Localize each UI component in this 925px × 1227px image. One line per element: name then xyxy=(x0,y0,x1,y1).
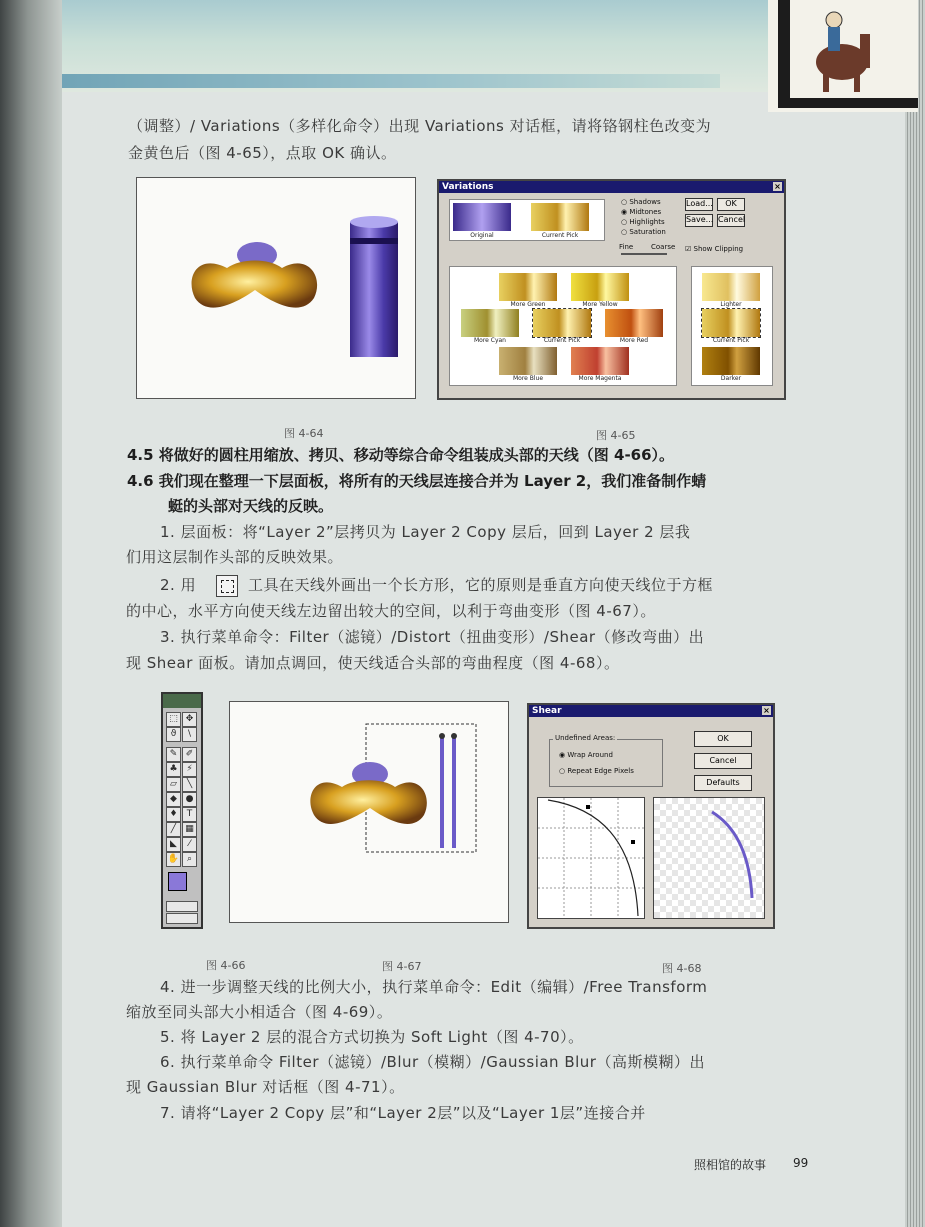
lighter-label: Lighter xyxy=(720,301,742,308)
screen-mode-icon[interactable] xyxy=(166,913,198,924)
step-6-line: 6. 执行菜单命令 Filter（滤镜）/Blur（模糊）/Gaussian Blur（高斯模糊）出 xyxy=(160,1053,705,1071)
mascot-icon xyxy=(768,0,918,112)
line-tool-icon[interactable]: ╲ xyxy=(182,777,197,792)
step-3-line: 现 Shear 面板。请加点调回，使天线适合头部的弯曲程度（图 4-68）。 xyxy=(126,654,620,672)
original-thumbnail[interactable] xyxy=(453,203,511,231)
hand-tool-icon[interactable]: ✋ xyxy=(166,852,181,867)
more-magenta-label: More Magenta xyxy=(578,375,622,382)
blur-tool-icon[interactable]: ◆ xyxy=(166,792,181,807)
section-4-6-heading: 4.6 我们现在整理一下层面板，将所有的天线层连接合并为 Layer 2，我们准备制作蜻 xyxy=(127,472,707,490)
step-1-line: 们用这层制作头部的反映效果。 xyxy=(126,548,344,566)
corner-bar-horizontal xyxy=(778,98,918,108)
step-4-line: 4. 进一步调整天线的比例大小，执行菜单命令：Edit（编辑）/Free Transform xyxy=(160,978,708,996)
more-cyan-thumbnail[interactable] xyxy=(461,309,519,337)
dodge-tool-icon[interactable]: ● xyxy=(182,792,197,807)
preview-antenna xyxy=(654,798,764,918)
shear-preview xyxy=(653,797,765,919)
foreground-color-swatch[interactable] xyxy=(168,872,187,891)
step-2-line: 2. 用 xyxy=(160,576,197,594)
antenna-selection-image xyxy=(230,702,508,922)
caption-fig-4-68: 图 4-68 xyxy=(662,962,702,975)
zoom-tool-icon[interactable]: ⌕ xyxy=(182,852,197,867)
lightness-current-label: Current Pick xyxy=(712,337,750,344)
lightness-current-thumbnail[interactable] xyxy=(702,309,760,337)
shear-curve xyxy=(538,798,644,918)
fine-label: Fine xyxy=(619,243,634,251)
paragraph-line: （调整）/ Variations（多样化命令）出现 Variations 对话框，请将铬钢柱色改变为 xyxy=(128,117,712,135)
shear-ok-button[interactable]: OK xyxy=(694,731,752,747)
current-pick-center-label: Current Pick xyxy=(543,337,581,344)
caption-fig-4-64: 图 4-64 xyxy=(284,427,324,440)
more-blue-thumbnail[interactable] xyxy=(499,347,557,375)
caption-fig-4-65: 图 4-65 xyxy=(596,429,636,442)
original-label: Original xyxy=(470,232,494,239)
shear-cancel-button[interactable]: Cancel xyxy=(694,753,752,769)
more-yellow-label: More Yellow xyxy=(582,301,618,308)
current-pick-label: Current Pick xyxy=(541,232,579,239)
load-button[interactable]: Load... xyxy=(685,198,713,211)
book-spine xyxy=(0,0,62,1227)
figure-4-64 xyxy=(136,177,416,399)
more-blue-label: More Blue xyxy=(512,375,544,382)
fine-coarse-slider[interactable] xyxy=(621,253,667,255)
step-5-line: 5. 将 Layer 2 层的混合方式切换为 Soft Light（图 4-70）。 xyxy=(160,1028,584,1046)
quick-mask-icon[interactable] xyxy=(166,901,198,912)
corner-bar-vertical xyxy=(778,0,790,104)
option-saturation[interactable]: ○ Saturation xyxy=(621,228,666,236)
shear-curve-grid[interactable] xyxy=(537,797,645,919)
more-red-thumbnail[interactable] xyxy=(605,309,663,337)
move-tool-icon[interactable]: ✥ xyxy=(182,712,197,727)
ok-button[interactable]: OK xyxy=(717,198,745,211)
bucket-tool-icon[interactable]: ◣ xyxy=(166,837,181,852)
more-green-label: More Green xyxy=(510,301,546,308)
darker-label: Darker xyxy=(720,375,742,382)
more-red-label: More Red xyxy=(619,337,649,344)
shear-defaults-button[interactable]: Defaults xyxy=(694,775,752,791)
darker-thumbnail[interactable] xyxy=(702,347,760,375)
eraser-tool-icon[interactable]: ▱ xyxy=(166,777,181,792)
option-highlights[interactable]: ○ Highlights xyxy=(621,218,665,226)
cancel-button[interactable]: Cancel xyxy=(717,214,745,227)
step-7-line: 7. 请将“Layer 2 Copy 层”和“Layer 2层”以及“Layer 1层”连接合并 xyxy=(160,1104,646,1122)
close-icon[interactable]: × xyxy=(763,706,770,715)
type-tool-icon[interactable]: T xyxy=(182,807,197,822)
lasso-tool-icon[interactable]: ϑ xyxy=(166,727,181,742)
more-green-thumbnail[interactable] xyxy=(499,273,557,301)
step-3-line: 3. 执行菜单命令：Filter（滤镜）/Distort（扭曲变形）/Shear（修改弯曲）出 xyxy=(160,628,705,646)
option-shadows[interactable]: ○ Shadows xyxy=(621,198,661,206)
wrap-around-radio[interactable]: ◉ Wrap Around xyxy=(559,751,613,759)
pencil-tool-icon[interactable]: ✐ xyxy=(182,747,197,762)
pen-tool-icon[interactable]: ♦ xyxy=(166,807,181,822)
magic-wand-icon[interactable]: \ xyxy=(182,727,197,742)
variations-title: Variations xyxy=(442,182,494,192)
footer-title: 照相馆的故事 xyxy=(694,1158,767,1172)
header-stripe xyxy=(0,74,720,88)
measure-tool-icon[interactable]: ╱ xyxy=(166,822,181,837)
option-midtones[interactable]: ◉ Midtones xyxy=(621,208,662,216)
lighter-thumbnail[interactable] xyxy=(702,273,760,301)
history-brush-icon[interactable]: ⚡ xyxy=(182,762,197,777)
undefined-areas-group xyxy=(549,739,663,787)
step-2-line: 的中心，水平方向使天线左边留出较大的空间，以利于弯曲变形（图 4-67）。 xyxy=(126,602,656,620)
more-yellow-thumbnail[interactable] xyxy=(571,273,629,301)
brush-tool-icon[interactable]: ✎ xyxy=(166,747,181,762)
stamp-tool-icon[interactable]: ♣ xyxy=(166,762,181,777)
shear-title: Shear xyxy=(532,706,562,716)
marquee-tool-icon xyxy=(216,575,238,597)
step-4-line: 缩放至同头部大小相适合（图 4-69）。 xyxy=(126,1003,393,1021)
marquee-tool-icon[interactable]: ⬚ xyxy=(166,712,181,727)
toolbox-panel xyxy=(161,692,203,929)
undefined-areas-label: Undefined Areas: xyxy=(555,734,616,742)
toolbox-header xyxy=(163,694,201,708)
step-2-line: 工具在天线外画出一个长方形，它的原则是垂直方向使天线位于方框 xyxy=(248,576,714,594)
corner-illustration xyxy=(768,0,918,112)
current-pick-center-thumbnail[interactable] xyxy=(533,309,591,337)
step-6-line: 现 Gaussian Blur 对话框（图 4-71）。 xyxy=(126,1078,405,1096)
page-edge xyxy=(905,0,925,1227)
variations-dialog xyxy=(437,179,786,400)
shear-titlebar xyxy=(529,705,773,717)
gradient-tool-icon[interactable]: ▦ xyxy=(182,822,197,837)
current-pick-thumbnail[interactable] xyxy=(531,203,589,231)
caption-fig-4-66: 图 4-66 xyxy=(206,959,246,972)
coarse-label: Coarse xyxy=(651,243,676,251)
step-1-line: 1. 层面板：将“Layer 2”层拷贝为 Layer 2 Copy 层后，回到 Layer 2 层我 xyxy=(160,523,691,541)
show-clipping-checkbox[interactable]: ☑ Show Clipping xyxy=(685,245,744,253)
repeat-edge-radio[interactable]: ○ Repeat Edge Pixels xyxy=(559,767,634,775)
page-number: 99 xyxy=(793,1156,809,1170)
variations-titlebar xyxy=(439,181,784,193)
dragonfly-head-image xyxy=(137,178,415,398)
more-cyan-label: More Cyan xyxy=(473,337,506,344)
figure-4-67 xyxy=(229,701,509,923)
section-4-5-heading: 4.5 将做好的圆柱用缩放、拷贝、移动等综合命令组装成头部的天线（图 4-66）。 xyxy=(127,446,675,464)
save-button[interactable]: Save... xyxy=(685,214,713,227)
paragraph-line: 金黄色后（图 4-65），点取 OK 确认。 xyxy=(128,144,397,162)
shear-dialog xyxy=(527,703,775,929)
caption-fig-4-67: 图 4-67 xyxy=(382,960,422,973)
close-icon[interactable]: × xyxy=(774,182,781,191)
more-magenta-thumbnail[interactable] xyxy=(571,347,629,375)
eyedropper-tool-icon[interactable]: ⁄ xyxy=(182,837,197,852)
section-4-6-heading-cont: 蜓的头部对天线的反映。 xyxy=(168,497,334,515)
